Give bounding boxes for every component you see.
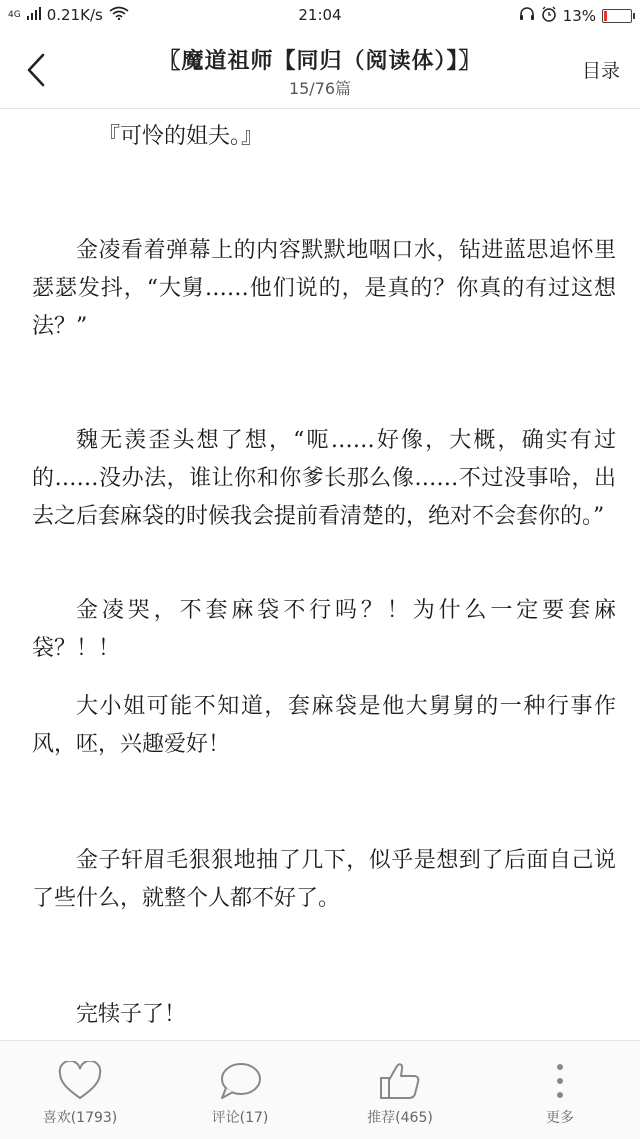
paragraph: 大小姐可能不知道，套麻袋是他大舅舅的一种行事作风，呸，兴趣爱好！	[32, 694, 616, 757]
more-vertical-icon	[480, 1059, 640, 1103]
more-label: 更多	[546, 1110, 574, 1126]
comment-button[interactable]	[160, 1041, 320, 1139]
battery-icon	[602, 9, 632, 23]
headset-icon	[519, 6, 535, 26]
more-button[interactable]	[480, 1041, 640, 1139]
paragraph: 金子轩眉毛狠狠地抽了几下，似乎是想到了后面自己说了些什么，就整个人都不好了。	[32, 848, 616, 911]
paragraph: 金凌看着弹幕上的内容默默地咽口水，钻进蓝思追怀里瑟瑟发抖，“大舅……他们说的，是真的？你真的有过这想法？”	[32, 238, 616, 339]
network-type: 4G	[8, 9, 21, 20]
battery-level	[604, 11, 607, 21]
clock: 21:04	[298, 6, 342, 24]
bottom-toolbar	[0, 1040, 640, 1139]
like-label: 喜欢(1793)	[42, 1110, 118, 1126]
comment-bubble-icon	[160, 1059, 320, 1103]
toc-button[interactable]: 目录	[581, 60, 620, 82]
reading-content	[32, 108, 616, 1040]
chevron-left-icon	[25, 53, 47, 87]
paragraph: 魏无羡歪头想了想，“呃……好像，大概，确实有过的……没办法，谁让你和你爹长那么像……不过没事哈，出去之后套麻袋的时候我会提前看清楚的，绝对不会套你的。”	[32, 428, 616, 529]
chapter-progress: 15/76篇	[288, 79, 352, 98]
paragraph: 完犊子了！	[76, 1002, 187, 1027]
recommend-button[interactable]	[320, 1041, 480, 1139]
alarm-clock-icon	[541, 6, 557, 26]
back-button[interactable]	[18, 48, 54, 92]
status-right	[519, 6, 632, 26]
recommend-label: 推荐(465)	[367, 1110, 433, 1126]
reader-header	[0, 34, 640, 109]
paragraph: 『可怜的姐夫。』	[98, 124, 264, 149]
like-button[interactable]	[0, 1041, 160, 1139]
battery-percent: 13%	[562, 7, 596, 25]
comment-label: 评论(17)	[211, 1110, 269, 1126]
thumbs-up-icon	[320, 1059, 480, 1103]
book-title: 〖魔道祖师【同归（阅读体）】〗	[158, 49, 482, 74]
heart-icon	[0, 1059, 160, 1103]
paragraph: 金凌哭，不套麻袋不行吗？！为什么一定要套麻袋？！！	[32, 598, 616, 661]
status-bar	[0, 0, 640, 34]
network-speed: 0.21K/s	[46, 6, 103, 24]
